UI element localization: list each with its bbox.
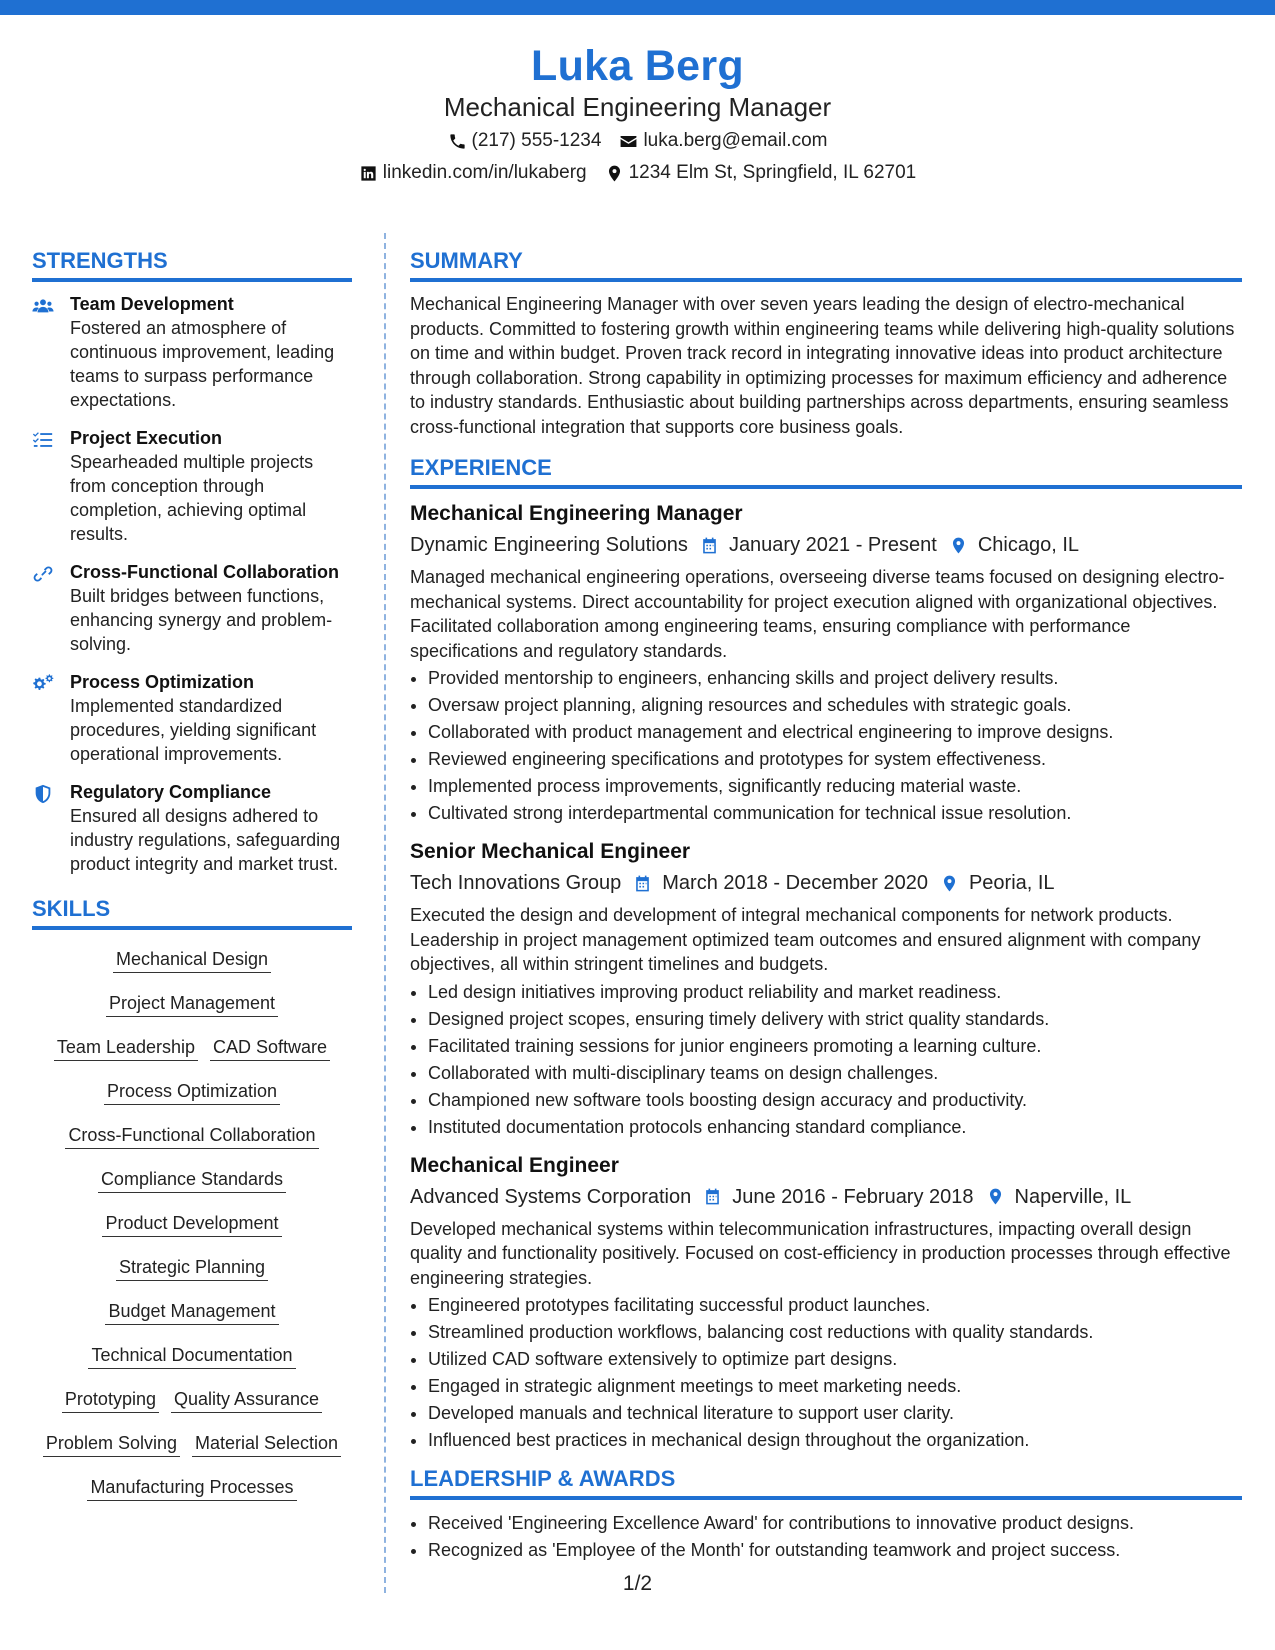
strength-item: [32, 292, 352, 412]
strength-item: [32, 560, 352, 656]
skill-tag: Process Optimization: [104, 1078, 280, 1105]
skill-tag: Budget Management: [105, 1298, 278, 1325]
bullet-item: • Implemented process improvements, significantly reducing material waste.: [428, 773, 1242, 800]
email-text: luka.berg@email.com: [643, 130, 828, 151]
contact-row-1: [0, 126, 1275, 156]
bullet-item: • Streamlined production workflows, balancing cost reductions with quality standards.: [428, 1319, 1242, 1346]
bullet-item: • Oversaw project planning, aligning resources and schedules with strategic goals.: [428, 692, 1242, 719]
bullet-item: • Collaborated with multi-disciplinary teams on design challenges.: [428, 1060, 1242, 1087]
map-pin-icon: [605, 164, 624, 183]
job-company: Advanced Systems Corporation: [410, 1185, 692, 1208]
job-location: Chicago, IL: [977, 534, 1080, 556]
skill-tag: Prototyping: [62, 1386, 159, 1413]
job-description: Executed the design and development of integral mechanical components for network products. Leadership in project management optimized team outcomes and ensured alignment with company objectives, all within stringent timelines and budgets.: [410, 905, 1201, 974]
strength-item: [32, 670, 352, 766]
skill-tag: Mechanical Design: [113, 946, 271, 973]
job-company: Dynamic Engineering Solutions: [410, 534, 688, 556]
contact-linkedin[interactable]: [359, 158, 587, 188]
bullet-item: • Designed project scopes, ensuring timely delivery with strict quality standards.: [428, 1006, 1242, 1033]
experience-heading: EXPERIENCE: [410, 453, 1242, 489]
left-column: [32, 246, 352, 1518]
strength-title: Process Optimization: [70, 672, 255, 692]
skill-tag: CAD Software: [210, 1034, 330, 1061]
map-pin-icon: [940, 874, 959, 893]
strength-title: Regulatory Compliance: [70, 782, 272, 802]
strength-item: [32, 780, 352, 876]
contact-phone: [448, 126, 602, 156]
job-location: Peoria, IL: [968, 872, 1055, 894]
awards-list: [410, 1510, 1242, 1564]
contact-row-2: [0, 158, 1275, 188]
link-icon: [32, 563, 54, 585]
job-location: Naperville, IL: [1014, 1185, 1132, 1208]
job-dates: March 2018 - December 2020: [662, 872, 928, 894]
top-accent-bar: [0, 0, 1275, 15]
bullet-item: • Influenced best practices in mechanical design throughout the organization.: [428, 1427, 1242, 1454]
bullet-item: • Reviewed engineering specifications and prototypes for system effectiveness.: [428, 746, 1242, 773]
job-dates: June 2016 - February 2018: [732, 1185, 974, 1208]
bullet-item: • Championed new software tools boosting design accuracy and productivity.: [428, 1087, 1242, 1114]
envelope-icon: [619, 132, 638, 151]
bullet-item: • Cultivated strong interdepartmental communication for technical issue resolution.: [428, 800, 1242, 827]
skill-tag: Technical Documentation: [88, 1342, 295, 1369]
calendar-icon: [703, 1187, 722, 1206]
job-entry: [410, 499, 1242, 827]
skill-tag: Compliance Standards: [98, 1166, 286, 1193]
skill-tag: Team Leadership: [54, 1034, 198, 1061]
map-pin-icon: [949, 536, 968, 555]
job-entry: [410, 837, 1242, 1141]
strengths-heading: STRENGTHS: [32, 246, 352, 282]
summary-text: Mechanical Engineering Manager with over seven years leading the design of electro-mechanical products. Committed to fostering growth within engineering teams while delivering high-quality solutions on time and within budget. Proven track record in integrating innovative ideas into product architecture through collaboration. Strong capability in optimizing processes for maximum efficiency and adherence to industry standards. Enthusiastic about building partnerships across departments, ensuring seamless cross-functional integration that supports core business goals.: [410, 294, 1235, 437]
skill-tag: Strategic Planning: [116, 1254, 268, 1281]
job-bullets: [410, 1292, 1242, 1454]
strength-title: Team Development: [70, 294, 234, 314]
skill-tag: Cross-Functional Collaboration: [65, 1122, 318, 1149]
bullet-item: • Led design initiatives improving product reliability and market readiness.: [428, 979, 1242, 1006]
bullet-item: • Engaged in strategic alignment meetings to meet marketing needs.: [428, 1373, 1242, 1400]
job-title: Mechanical Engineer: [410, 1153, 619, 1177]
job-dates: January 2021 - Present: [728, 534, 937, 556]
job-company: Tech Innovations Group: [410, 872, 622, 894]
strength-title: Cross-Functional Collaboration: [70, 562, 340, 582]
summary-heading: SUMMARY: [410, 246, 1242, 282]
job-meta: [410, 529, 1242, 561]
skill-tag: Material Selection: [192, 1430, 341, 1457]
job-meta: [410, 1181, 1242, 1213]
address-text: 1234 Elm St, Springfield, IL 62701: [628, 162, 917, 183]
phone-icon: [448, 132, 467, 151]
list-check-icon: [32, 429, 54, 451]
calendar-icon: [633, 874, 652, 893]
job-description: Managed mechanical engineering operations, overseeing diverse teams focused on designing electro-mechanical systems. Direct accountability for project execution aligned with organizational objectives. Facilitated collaboration among engineering teams, ensuring compliance with performance specifications and regulatory standards.: [410, 567, 1225, 661]
strength-desc: Fostered an atmosphere of continuous improvement, leading teams to surpass performance expectations.: [70, 318, 335, 410]
award-item: • Received 'Engineering Excellence Award' for contributions to innovative product designs.: [428, 1510, 1242, 1537]
skill-tag: Project Management: [106, 990, 278, 1017]
bullet-item: • Facilitated training sessions for junior engineers promoting a learning culture.: [428, 1033, 1242, 1060]
skill-tag: Problem Solving: [43, 1430, 180, 1457]
bullet-item: • Instituted documentation protocols enhancing standard compliance.: [428, 1114, 1242, 1141]
job-bullets: [410, 665, 1242, 827]
bullet-item: • Utilized CAD software extensively to optimize part designs.: [428, 1346, 1242, 1373]
bullet-item: • Provided mentorship to engineers, enhancing skills and project delivery results.: [428, 665, 1242, 692]
job-entry: [410, 1151, 1242, 1455]
gears-icon: [32, 673, 54, 695]
strength-item: [32, 426, 352, 546]
skill-tag: Manufacturing Processes: [87, 1474, 296, 1501]
job-title: Senior Mechanical Engineer: [410, 840, 691, 863]
skills-heading: SKILLS: [32, 894, 352, 930]
strength-desc: Spearheaded multiple projects from conception through completion, achieving optimal results.: [70, 452, 314, 544]
linkedin-text: linkedin.com/in/lukaberg: [382, 162, 587, 183]
bullet-item: • Developed manuals and technical literature to support user clarity.: [428, 1400, 1242, 1427]
column-divider: [384, 233, 386, 1593]
awards-heading: LEADERSHIP & AWARDS: [410, 1464, 1242, 1500]
phone-text: (217) 555-1234: [471, 130, 602, 151]
contact-address: [605, 158, 917, 188]
right-column: [410, 246, 1242, 1574]
candidate-title: Mechanical Engineering Manager: [443, 92, 832, 122]
map-pin-icon: [986, 1187, 1005, 1206]
strength-desc: Ensured all designs adhered to industry regulations, safeguarding product integrity and market trust.: [70, 806, 341, 874]
job-title: Mechanical Engineering Manager: [410, 502, 743, 525]
resume-header: [0, 40, 1275, 188]
strength-desc: Implemented standardized procedures, yielding significant operational improvements.: [70, 696, 317, 764]
shield-icon: [32, 783, 54, 805]
calendar-icon: [700, 536, 719, 555]
job-bullets: [410, 979, 1242, 1141]
bullet-item: • Collaborated with product management and electrical engineering to improve designs.: [428, 719, 1242, 746]
strength-desc: Built bridges between functions, enhancing synergy and problem-solving.: [70, 586, 333, 654]
skills-list: [32, 940, 352, 1504]
strength-title: Project Execution: [70, 428, 223, 448]
award-item: • Recognized as 'Employee of the Month' for outstanding teamwork and project success.: [428, 1537, 1242, 1564]
bullet-item: • Engineered prototypes facilitating successful product launches.: [428, 1292, 1242, 1319]
linkedin-icon: [359, 164, 378, 183]
skill-tag: Product Development: [102, 1210, 281, 1237]
contact-email[interactable]: [619, 126, 827, 156]
candidate-name: Luka Berg: [531, 42, 744, 90]
job-description: Developed mechanical systems within telecommunication infrastructures, impacting overall design quality and functionality positively. Focused on cost-efficiency in production processes through effective engineering strategies.: [410, 1218, 1231, 1288]
skill-tag: Quality Assurance: [171, 1386, 322, 1413]
users-icon: [32, 295, 54, 317]
job-meta: [410, 867, 1242, 899]
page-number: 1/2: [622, 1572, 653, 1595]
